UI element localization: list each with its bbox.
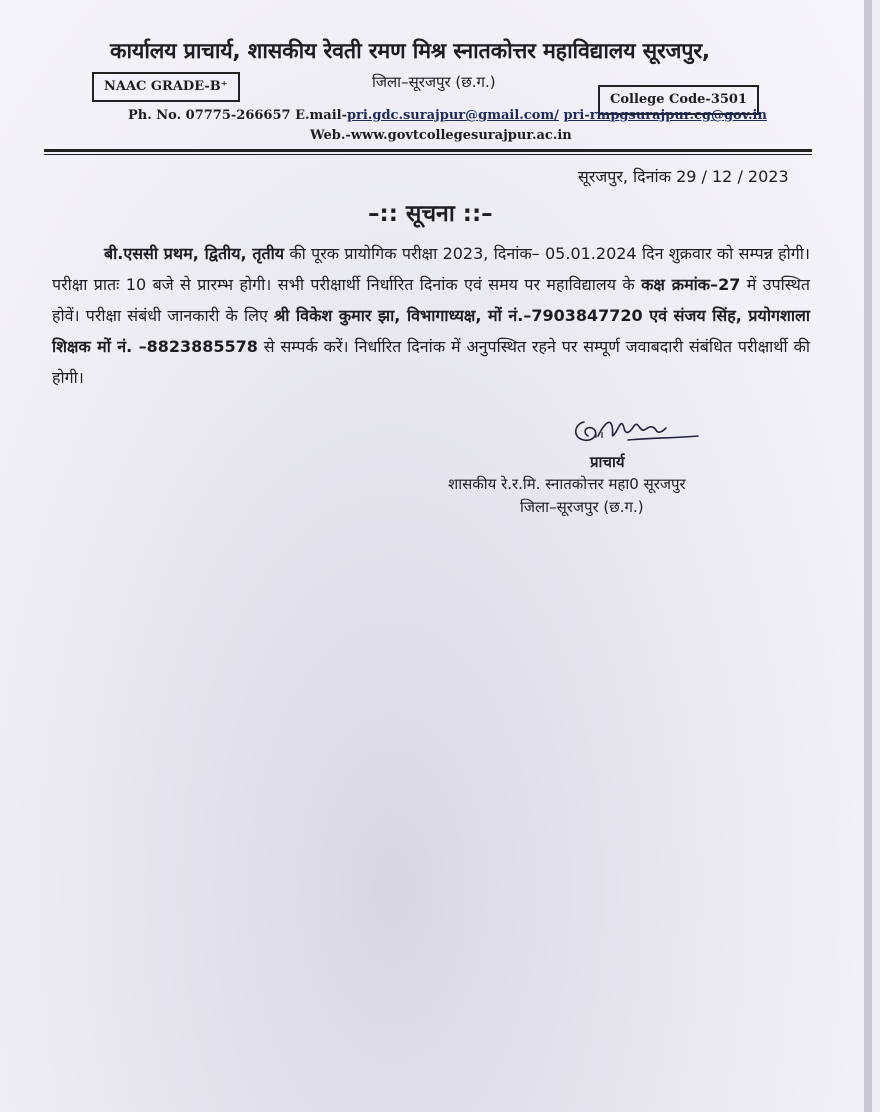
signature-mark <box>570 402 710 452</box>
website-text: Web.-www.govtcollegesurajpur.ac.in <box>310 128 572 143</box>
body-contacts: श्री विकेश कुमार झा, विभागाध्यक्ष, मों नं.–7903847720 एवं संजय सिंह, प्रयोगशाला शिक्षक मों नं. –8823885578 <box>52 306 810 356</box>
notice-body <box>52 238 810 393</box>
body-text-3: से सम्पर्क करें। निर्धारित दिनांक में अनुपस्थित रहने पर सम्पूर्ण जवाबदारी संबंधित परीक्षार्थी की होगी। <box>52 337 810 387</box>
signatory-designation: प्राचार्य <box>590 453 625 471</box>
college-code-box: College Code-3501 <box>598 85 759 115</box>
office-title: कार्यालय प्राचार्य, शासकीय रेवती रमण मिश्र स्नातकोत्तर महाविद्यालय सूरजपुर, <box>110 39 710 64</box>
body-text-1: की पूरक प्रायोगिक परीक्षा 2023, दिनांक– 05.01.2024 दिन शुक्रवार को सम्पन्न होगी। परीक्षा प्रातः 10 बजे से प्रारम्भ होगी। सभी परीक्षार्थी निर्धारित दिनांक एवं समय पर महाविद्यालय के <box>52 244 810 294</box>
page-edge-shadow <box>864 0 872 1112</box>
notice-heading: –:: सूचना ::– <box>368 201 493 227</box>
body-course: बी.एससी प्रथम, द्वितीय, तृतीय <box>104 244 285 263</box>
place-date: सूरजपुर, दिनांक 29 / 12 / 2023 <box>578 167 789 186</box>
letterhead-district: जिला–सूरजपुर (छ.ग.) <box>372 73 496 91</box>
header-rule-thin <box>44 154 812 155</box>
email-link-1[interactable]: pri.gdc.surajpur@gmail.com/ <box>346 108 559 123</box>
signatory-district: जिला–सूरजपुर (छ.ग.) <box>520 498 644 516</box>
contact-line <box>128 108 767 123</box>
email-link-2[interactable]: pri-rmpgsurajpur.cg@gov.in <box>563 108 767 123</box>
signatory-college: शासकीय रे.र.मि. स्नातकोत्तर महा0 सूरजपुर <box>448 475 686 493</box>
phone-text: Ph. No. 07775-266657 E.mail- <box>128 108 347 123</box>
body-text-2: में उपस्थित होवें। परीक्षा संबंधी जानकारी के लिए <box>52 275 810 325</box>
naac-grade-box: NAAC GRADE-B⁺ <box>92 72 240 102</box>
header-rule-thick <box>44 149 812 152</box>
body-room: कक्ष क्रमांक–27 <box>641 275 741 294</box>
